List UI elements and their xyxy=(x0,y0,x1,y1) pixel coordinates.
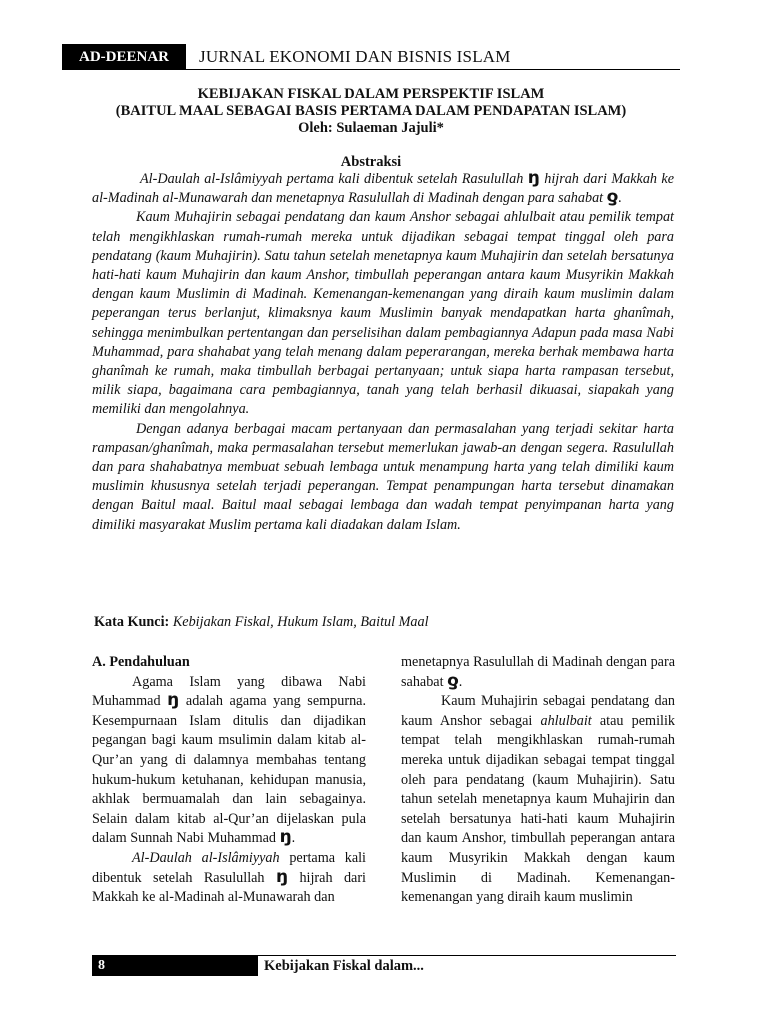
abstract-text: Al-Daulah al-Islâmiyyah pertama kali dibentuk setelah Rasulullah xyxy=(140,171,524,187)
page-header xyxy=(62,44,680,70)
article-subtitle: (BAITUL MAAL SEBAGAI BASIS PERTAMA DALAM PENDAPATAN ISLAM) xyxy=(115,103,627,119)
journal-title: JURNAL EKONOMI DAN BISNIS ISLAM xyxy=(199,47,511,66)
body-text: pertama kali dibentuk setelah Rasulullah xyxy=(92,849,367,886)
journal-badge: AD-DEENAR xyxy=(62,44,186,70)
running-title: Kebijakan Fiskal dalam... xyxy=(264,958,424,974)
body-text: adalah agama yang sempurna. Kesempurnaan Islam ditulis dan dijadikan pegangan bagi kaum msulimin dalam kitab al-Qur’an yang di dalamnya membahas tentang hukum-hukum ketuhanan, kehidupan manusia, akhlak bermuamalah dan lain sebagainya. Selain dalam kitab al-Qur’an dijelaskan pula dalam Sunnah Nabi Muhammad xyxy=(92,693,367,847)
abstract-text: hijrah dari Makkah ke al-Madinah al-Munawarah dan menetapnya Rasulullah di Madinah dengan para sahabat xyxy=(92,171,675,207)
body-text: . xyxy=(458,673,463,690)
abstract-body xyxy=(92,170,674,535)
abstract-heading: Abstraksi xyxy=(340,154,402,170)
body-column-right xyxy=(401,653,675,908)
body-text: . xyxy=(291,830,296,847)
abstract-text: . xyxy=(618,190,622,207)
body-text: hijrah dari Makkah ke al-Madinah al-Munawarah dan xyxy=(92,869,367,906)
abstract-paragraph: Dengan adanya berbagai macam pertanyaan dan permasalahan yang terjadi sekitar harta rampasan/ghanîmah, maka permasalahan tersebut memerlukan jawab-an dengan segera. Rasulullah dan para shahabatnya membuat sebuah lembaga untuk menampung harta yang telah dimiliki kaum muslimin khususnya setelah terjadi peperangan. Tempat penampungan harta tersebut dinamakan dengan Baitul maal. Baitul maal sebagai lembaga dan wadah tempat penyimpanan harta yang dimiliki masyarakat Muslim pertama kali diadakan dalam Islam. xyxy=(92,420,674,533)
rasul-honorific-glyph-icon: ŋ xyxy=(279,827,292,848)
footer-bar xyxy=(162,956,258,976)
rasul-honorific-glyph-icon: ŋ xyxy=(275,866,289,887)
keywords-label: Kata Kunci: xyxy=(94,614,170,630)
abstract-paragraph xyxy=(92,170,674,208)
body-paragraph xyxy=(401,653,675,692)
keywords xyxy=(94,614,674,631)
body-paragraph xyxy=(401,692,675,908)
article-author: Oleh: Sulaeman Jajuli* xyxy=(298,120,444,136)
article-title: KEBIJAKAN FISKAL DALAM PERSPEKTIF ISLAM xyxy=(197,86,545,102)
body-column-left xyxy=(92,653,366,908)
rasul-honorific-glyph-icon: ŋ xyxy=(167,690,180,711)
body-text: menetapnya Rasulullah di Madinah dengan para sahabat xyxy=(401,654,675,690)
rasul-honorific-glyph-icon: ŋ xyxy=(527,168,540,188)
keywords-value: Kebijakan Fiskal, Hukum Islam, Baitul Maal xyxy=(172,614,429,630)
sahabat-honorific-glyph-icon: ƍ xyxy=(447,670,459,691)
body-paragraph xyxy=(92,849,366,908)
abstract-paragraph: Kaum Muhajirin sebagai pendatang dan kaum Anshor sebagai ahlulbait atau pemilik tempat telah mengikhlaskan rumah-rumah mereka untuk dijadikan sebagai tempat tinggal oleh para pendatang (kaum Muhajirin). Satu tahun setelah menetapnya kaum Muhajirin dan setelah bersatunya hati-hati kaum Muhajirin dan kaum Anshor, timbullah peperangan antara kaum Musyrikin Makkah dengan kaum Muslimin di Madinah. Kemenangan-kemenangan yang diraih kaum muslimin dalam peperangan terus berlanjut, klimaksnya kaum Muslimin banyak mendapatkan harta ghanîmah, sehingga menimbulkan pertentangan dan perselisihan dalam pembagiannya Adapun pada masa Nabi Muhammad, para shahabat yang telah menang dalam peperarangan, mereka berhak membawa harta ghanîmah ke rumah, maka timbullah berbagai pertanyaan; untuk siapa harta rampasan tersebut, milik siapa, bagaimana cara pembagiannya, tanah yang telah berhasil dikuasai, siapakah yang memiliki dan mengolahnya. xyxy=(92,209,674,418)
section-heading: A. Pendahuluan xyxy=(92,654,190,670)
body-text: atau pemilik tempat telah mengikhlaskan rumah-rumah mereka untuk dijadikan sebagai tempat tinggal oleh para pendatang (kaum Muhajirin). Satu tahun setelah menetapnya kaum Muhajirin dan setelah bersatunya hati-hati kaum Muhajirin dan kaum Anshor, timbullah peperangan antara kaum Musyrikin Makkah dengan kaum Muslimin di Madinah. Kemenangan-kemenangan yang diraih kaum muslimin xyxy=(401,712,675,906)
body-italic-text: ahlulbait xyxy=(540,712,592,729)
sahabat-honorific-glyph-icon: ƍ xyxy=(606,187,619,208)
article-title-block xyxy=(62,86,680,137)
header-rule xyxy=(186,69,680,70)
page-number: 8 xyxy=(92,956,162,976)
body-text: Kaum Muhajirin sebagai pendatang dan kaum Anshor sebagai xyxy=(401,693,675,729)
page-footer xyxy=(92,955,676,977)
body-text: Agama Islam yang dibawa Nabi Muhammad xyxy=(92,673,366,710)
body-italic-text: Al-Daulah al-Islâmiyyah xyxy=(132,849,280,866)
body-paragraph xyxy=(92,673,366,849)
